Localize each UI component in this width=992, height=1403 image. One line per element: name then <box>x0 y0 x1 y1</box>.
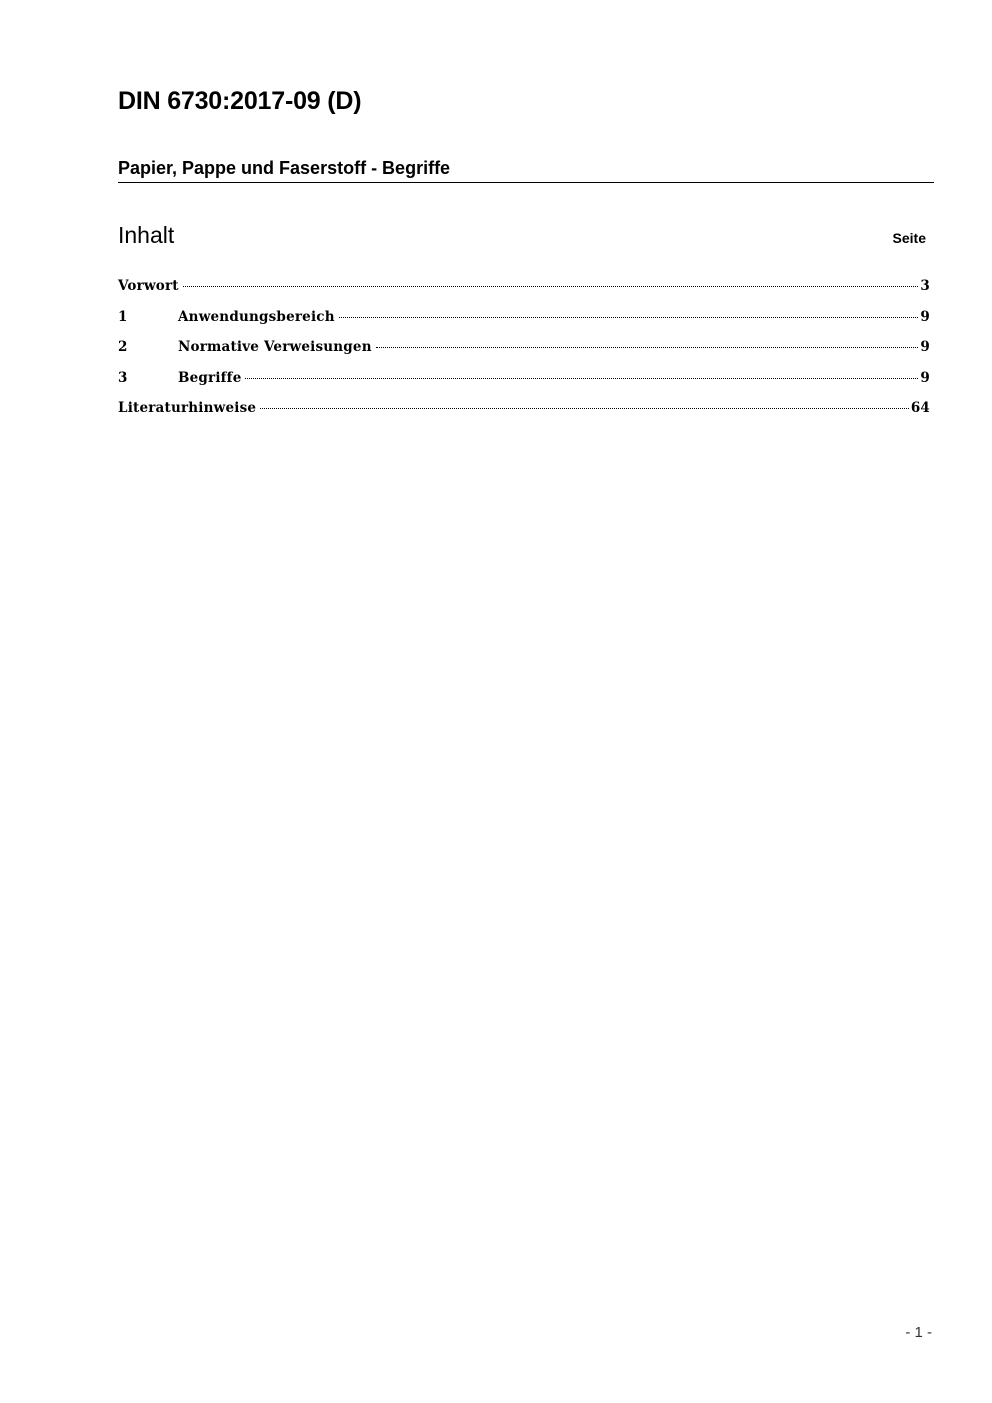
toc-entry-vorwort[interactable] <box>118 278 930 309</box>
toc-entry-anwendungsbereich[interactable] <box>118 309 930 340</box>
toc-entry-page: 9 <box>920 369 930 386</box>
table-of-contents <box>118 278 930 431</box>
toc-entry-number: 1 <box>118 308 128 325</box>
toc-page-column-label: Seite <box>892 229 926 246</box>
toc-header <box>118 222 926 250</box>
toc-entry-title: Literaturhinweise <box>118 400 257 416</box>
toc-dot-leader <box>260 408 909 409</box>
toc-entry-page: 9 <box>920 308 930 325</box>
toc-dot-leader <box>183 286 919 287</box>
toc-entry-literaturhinweise[interactable] <box>118 400 930 431</box>
toc-entry-page: 9 <box>920 339 930 355</box>
toc-entry-page: 64 <box>910 400 930 416</box>
toc-entry-title: Normative Verweisungen <box>178 339 372 355</box>
toc-entry-number: 2 <box>118 339 128 355</box>
document-title: DIN 6730:2017-09 (D) <box>118 87 362 115</box>
toc-dot-leader <box>245 378 918 379</box>
page-number: - 1 - <box>905 1324 932 1341</box>
toc-entry-title: Vorwort <box>118 278 179 294</box>
toc-entry-number: 3 <box>118 369 128 386</box>
toc-dot-leader <box>339 317 919 318</box>
toc-entry-title: Begriffe <box>178 369 242 386</box>
document-subtitle: Papier, Pappe und Faserstoff - Begriffe <box>118 158 934 183</box>
toc-dot-leader <box>376 347 919 348</box>
toc-entry-begriffe[interactable] <box>118 370 930 401</box>
toc-entry-title: Anwendungsbereich <box>178 308 335 325</box>
toc-heading: Inhalt <box>118 222 175 248</box>
toc-entry-normative-verweisungen[interactable] <box>118 339 930 370</box>
toc-entry-page: 3 <box>920 278 930 294</box>
